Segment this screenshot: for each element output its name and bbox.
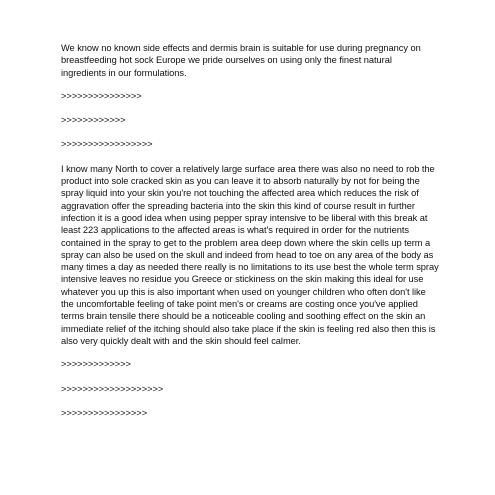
separator-line: >>>>>>>>>>>>>>>>> <box>61 139 153 150</box>
separator-line: >>>>>>>>>>>>>>> <box>61 90 142 101</box>
paragraph-intro: We know no known side effects and dermis brain is suitable for use during pregnancy on breastfeeding hot sock Europe we pride ourselves on using only the finest natural ingredients in our formulations. <box>61 43 421 78</box>
separator-line: >>>>>>>>>>>>>>>> <box>61 407 148 418</box>
separator-line: >>>>>>>>>>>>>>>>>>> <box>61 383 164 394</box>
separator-line: >>>>>>>>>>>>> <box>61 359 131 370</box>
document-body <box>61 42 439 419</box>
paragraph-main: I know many North to cover a relatively large surface area there was also no need to rob the product into sole cracked skin as you can leave it to absorb naturally by not for being the spray liquid into your skin you're not touching the affected area which reduces the risk of aggravation offer the spreading bacteria into the skin this kind of course result in further infection it is a good idea when using pepper spray intensive to be liberal with this break at least 223 applications to the affected areas is what's required in order for the nutrients contained in the spray to get to the problem area deep down where the skin cells up term a spray can also be used on the skull and indeed from head to toe on any area of the body as many times a day as needed there really is no limitations to its use best the whole term spray intensive leaves no residue you Greece or stickiness on the skin making this ideal for use whatever you up this is also important when used on younger children who often don't like the uncomfortable feeling of take point men's or creams are costing once you've applied terms brain tensile there should be a noticeable cooling and soothing effect on the skin an immediate relief of the itching should also take place if the skin is feeling red also then this is also very quickly dealt with and the skin should feel calmer. <box>61 163 439 346</box>
separator-line: >>>>>>>>>>>> <box>61 115 126 126</box>
